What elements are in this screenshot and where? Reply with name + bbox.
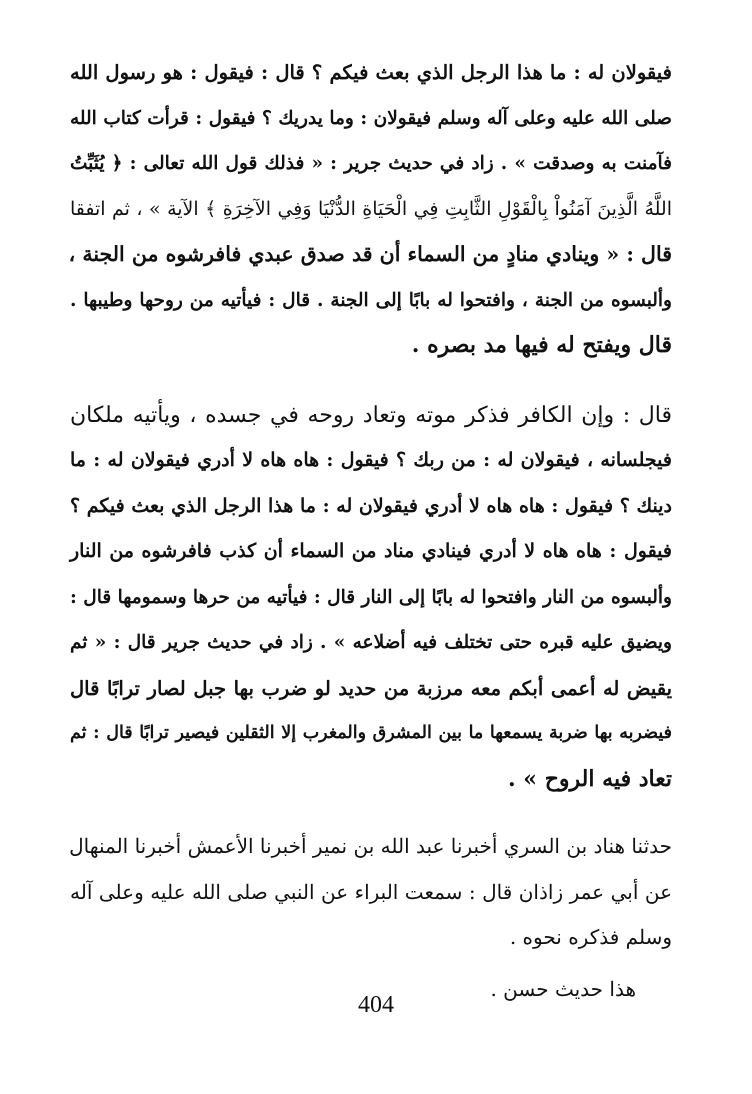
text-line: يقيض له أعمى أبكم معه مرزبة من حديد لو ضرب بها جبل لصار ترابًا قال — [70, 676, 672, 700]
text-line: دينك ؟ فيقول : هاه هاه لا أدري فيقولان له : ما هذا الرجل الذي بعث فيكم ؟ — [70, 494, 672, 517]
text-line: اللَّهُ الَّذِينَ آمَنُواْ بِالْقَوْلِ الثَّابِتِ فِي الْحَيَاةِ الدُّنْيَا وَفِي الآخِرَةِ ﴾ الآية » ، ثم اتفقا — [70, 197, 672, 220]
text-line: فيجلسانه ، فيقولان له : من ربك ؟ فيقول : هاه هاه لا أدري فيقولان له : ما — [70, 449, 672, 471]
text-line: وسلم فذكره نحوه . — [509, 925, 672, 949]
paragraph-2 — [70, 393, 672, 803]
text-line: حدثنا هناد بن السري أخبرنا عبد الله بن نمير أخبرنا الأعمش أخبرنا المنهال — [69, 834, 672, 858]
text-line: عن أبي عمر زاذان قال : سمعت البراء عن النبي صلى الله عليه وعلى آله — [70, 879, 672, 904]
text-line: تعاد فيه الروح » . — [507, 765, 672, 792]
text-line: قال : وإن الكافر فذكر موته وتعاد روحه في جسده ، ويأتيه ملكان — [70, 402, 672, 428]
text-line: وألبسوه من النار وافتحوا له بابًا إلى النار قال : فيأتيه من حرها وسمومها قال : — [70, 586, 672, 608]
text-line: ويضيق عليه قبره حتى تختلف فيه أضلاعه » . زاد في حديث جرير قال : « ثم — [70, 632, 672, 653]
text-line: فيضربه بها ضربة يسمعها ما بين المشرق والمغرب إلا الثقلين فيصير ترابًا قال : ثم — [70, 723, 672, 743]
text-line: وألبسوه من الجنة ، وافتحوا له بابًا إلى الجنة . قال : فيأتيه من روحها وطيبها . — [70, 289, 672, 311]
text-line: قال : « وينادي منادٍ من السماء أن قد صدق عبدي فافرشوه من الجنة ، — [68, 242, 672, 266]
page-number: 404 — [358, 992, 394, 1018]
text-line: هذا حديث حسن . — [490, 976, 636, 1001]
text-line: صلى الله عليه وعلى آله وسلم فيقولان : وما يدريك ؟ فيقول : قرأت كتاب الله — [70, 107, 672, 129]
page-body — [70, 50, 672, 1012]
text-line: قال ويفتح له فيها مد بصره . — [411, 332, 672, 358]
paragraph-3 — [70, 824, 672, 961]
text-line: فآمنت به وصدقت » . زاد في حديث جرير : « فذلك قول الله تعالى : ﴿ يُثَبِّتُ — [70, 153, 672, 174]
paragraph-1 — [70, 50, 672, 369]
text-line: فيقولان له : ما هذا الرجل الذي بعث فيكم ؟ قال : فيقول : هو رسول الله — [70, 61, 672, 84]
text-line: فيقول : هاه هاه لا أدري فينادي مناد من السماء أن كذب فافرشوه من النار — [70, 540, 672, 562]
